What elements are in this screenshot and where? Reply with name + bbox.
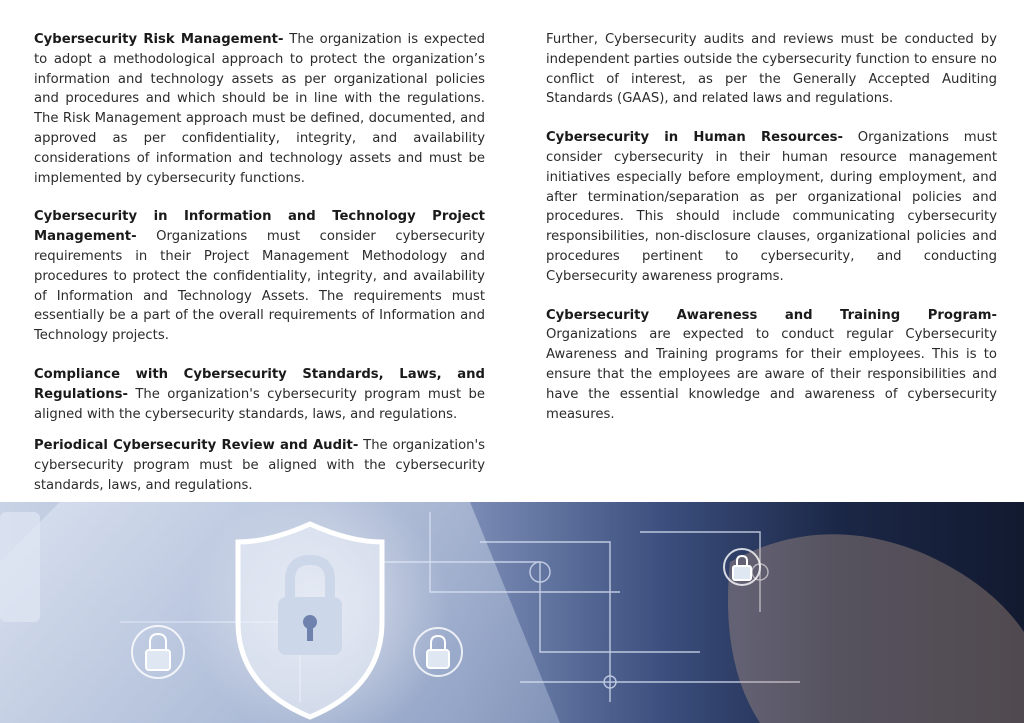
glass-icon: [0, 512, 40, 622]
body-review-audit: The organization's cybersecurity program must be aligned with the cybersecurity standards, laws, and regulations.: [34, 438, 485, 493]
body-audit-continued: Further, Cybersecurity audits and reviews must be conducted by independent parties outside the cybersecurity function to ensure no conflict of interest, as per the Generally Accepted Auditing Standards (GAAS), and related laws and regulations.: [546, 32, 997, 107]
body-human-resources: Organizations must consider cybersecurity in their human resource management initiatives especially before employment, during employment, and after termination/separation as per organizational policies and procedures. This should include communicating cybersecurity responsibilities, non-disclosure clauses, organizational policies and procedures pertinent to cybersecurity, and conducting Cybersecurity awareness programs.: [546, 130, 997, 284]
banner-illustration: [0, 502, 1024, 723]
heading-compliance: Compliance with Cybersecurity Standards, Laws, and Regulations-: [34, 366, 485, 402]
body-compliance: The organization's cybersecurity program must be aligned with the cybersecurity standards, laws, and regulations.: [34, 386, 485, 422]
right-column: [546, 30, 997, 443]
heading-review-audit: Periodical Cybersecurity Review and Audit-: [34, 438, 359, 454]
paragraph-audit-continued: [546, 30, 997, 109]
left-column: [34, 30, 485, 515]
paragraph-awareness-training: [546, 306, 997, 425]
heading-project-management: Cybersecurity in Information and Technology Project Management-: [34, 209, 485, 245]
body-project-management: Organizations must consider cybersecurity requirements in their Project Management Methodology and procedures to protect the confidentiality, integrity, and availability of Information and Technology Assets. The requirements must essentially be a part of the overall requirements of Information and Technology projects.: [34, 229, 485, 344]
paragraph-compliance: [34, 365, 485, 424]
body-awareness-training: Organizations are expected to conduct regular Cybersecurity Awareness and Training programs for their employees. This is to ensure that the employees are aware of their responsibilities and have the essential knowledge and awareness of cybersecurity measures.: [546, 327, 997, 422]
heading-human-resources: Cybersecurity in Human Resources-: [546, 130, 843, 146]
hand-shape: [728, 534, 1024, 723]
heading-risk-management: Cybersecurity Risk Management-: [34, 32, 284, 47]
paragraph-project-management: [34, 207, 485, 346]
body-risk-management: The organization is expected to adopt a methodological approach to protect the organization’s information and technology assets as per organizational policies and procedures and which should be in line with the regulations. The Risk Management approach must be defined, documented, and approved as per confidentiality, integrity, and availability considerations of information and technology assets and must be implemented by cybersecurity functions.: [34, 32, 485, 186]
cybersecurity-banner-image: [0, 502, 1024, 723]
paragraph-review-audit: [34, 436, 485, 495]
paragraph-risk-management: [34, 30, 485, 188]
paragraph-human-resources: [546, 128, 997, 286]
heading-awareness-training: Cybersecurity Awareness and Training Program-: [546, 307, 997, 323]
